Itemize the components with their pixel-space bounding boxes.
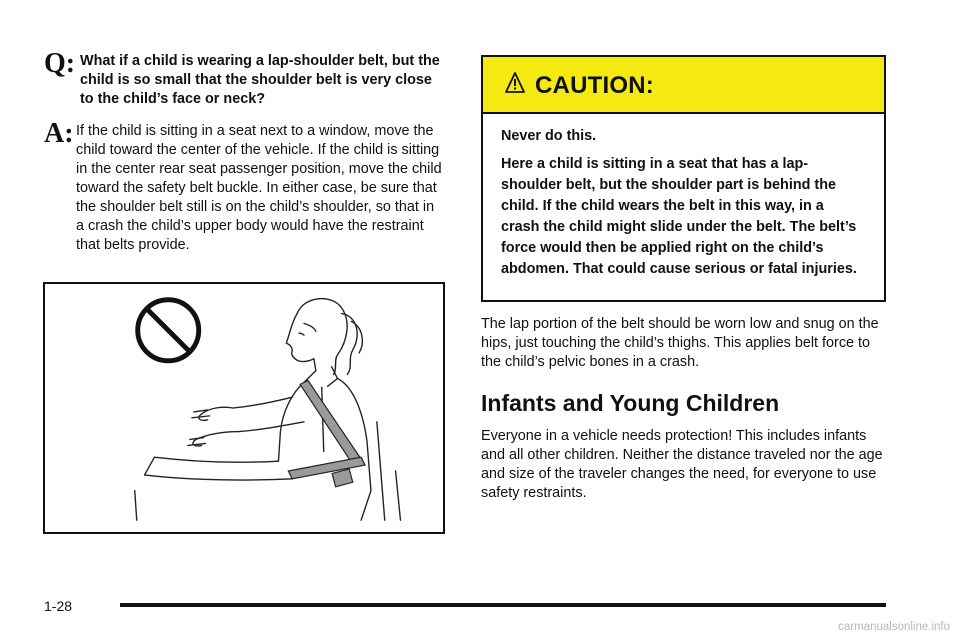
child-figure [135,299,401,521]
warning-triangle-icon [504,71,526,95]
caution-box [481,55,886,302]
protection-paragraph: Everyone in a vehicle needs protection! This includes infants and all other children. Neither the distance traveled nor the age and size of the traveler changes the need, for everyone to use safety restraints. [481,428,883,501]
lap-belt-paragraph: The lap portion of the belt should be worn low and snug on the hips, just touching the child’s thighs. This applies belt force to the child’s pelvic bones in a crash. [481,316,879,370]
answer-text: If the child is sitting in a seat next to a window, move the child toward the center of the vehicle. If the child is sitting in the center rear seat passenger position, move the child toward the safety belt buckle. In either case, be sure that the shoulder belt still is on the child’s shoulder, so that in a crash the child’s upper body would have the restraint that belts provide. [76,123,442,253]
caution-body [483,114,884,280]
page-number: 1-28 [44,598,73,614]
question-text: What if a child is wearing a lap-shoulder belt, but the child is so small that the shoulder belt is very close to the child’s face or neck? [80,53,440,107]
caution-title: CAUTION: [535,72,654,99]
caution-line-1: Never do this. [501,128,597,144]
section-heading: Infants and Young Children [481,390,780,416]
answer-marker: A: [44,118,74,149]
caution-header [483,57,884,114]
child-seated-illustration [45,284,443,532]
caution-line-2: Here a child is sitting in a seat that has a lap-shoulder belt, but the shoulder part is behind the child. If the child wears the belt in this way, in a crash the child might slide under the belt. The belt’s force would then be applied right on the child’s abdomen. That could cause serious or fatal injuries. [501,156,857,277]
watermark: carmanualsonline.info [838,621,950,633]
question-block [44,50,444,109]
question-marker: Q: [44,48,76,79]
seatbelt-illustration [43,282,445,534]
answer-block [44,120,444,255]
prohibition-sign-icon [138,300,199,361]
footer-rule [120,603,886,607]
